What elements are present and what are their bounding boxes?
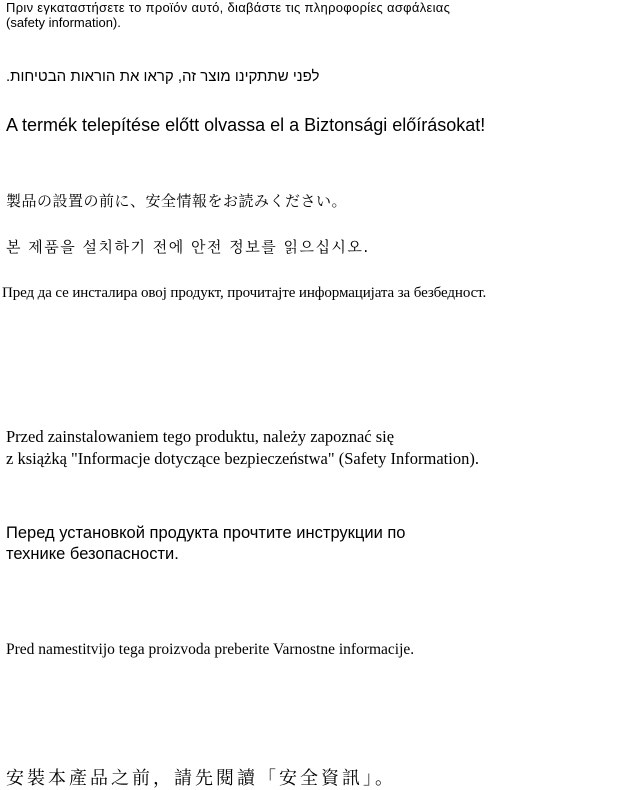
greek-notice-line-2: (safety information). <box>6 15 121 30</box>
chinese-traditional-notice: 安裝本產品之前，請先閱讀「安全資訊」。 <box>6 768 396 788</box>
polish-notice-line-2: z książką "Informacje dotyczące bezpieczeństwa" (Safety Information). <box>6 449 479 468</box>
polish-notice-line-1: Przed zainstalowaniem tego produktu, należy zapoznać się <box>6 427 395 446</box>
slovenian-notice: Pred namestitvijo tega proizvoda preberite Varnostne informacije. <box>6 641 415 658</box>
russian-notice-line-2: технике безопасности. <box>6 545 179 563</box>
greek-notice-line-1: Πριν εγκαταστήσετε το προϊόν αυτό, διαβάστε τις πληροφορίες ασφάλειας <box>6 0 451 15</box>
russian-notice-line-1: Перед установкой продукта прочтите инструкции по <box>6 524 406 542</box>
korean-notice: 본 제품을 설치하기 전에 안전 정보를 읽으십시오. <box>6 238 370 256</box>
macedonian-notice: Пред да се инсталира овој продукт, прочитајте информацијата за безбедност. <box>2 285 487 301</box>
hungarian-notice: A termék telepítése előtt olvassa el a Biztonsági előírásokat! <box>6 115 486 135</box>
hebrew-notice: לפני שתתקינו מוצר זה, קראו את הוראות הבטיחות. <box>6 68 320 85</box>
japanese-notice: 製品の設置の前に、安全情報をお読みください。 <box>6 192 348 210</box>
